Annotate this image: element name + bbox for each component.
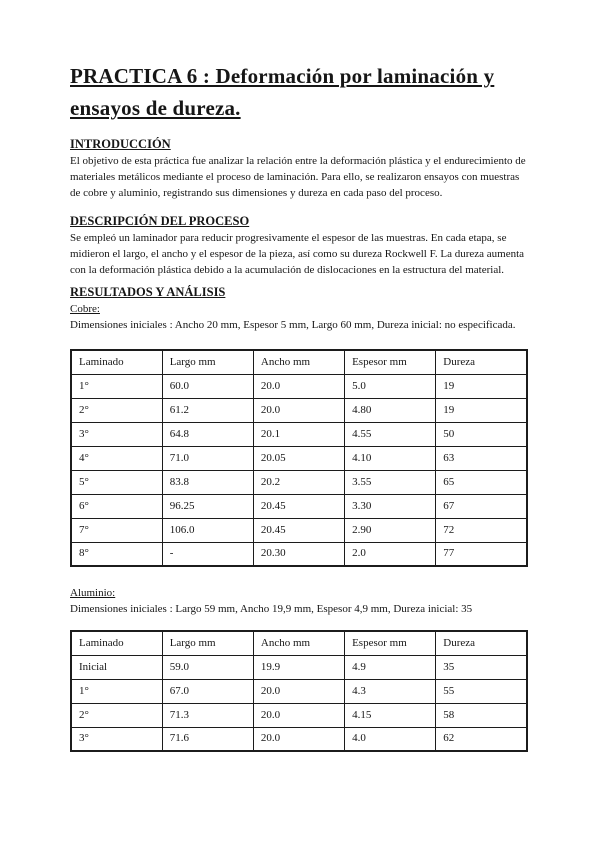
- table-cell: 20.0: [253, 727, 344, 751]
- table-cell: 3.30: [345, 494, 436, 518]
- column-header: Espesor mm: [345, 350, 436, 374]
- table-cell: 50: [436, 422, 527, 446]
- table-cell: 3°: [71, 422, 162, 446]
- column-header: Laminado: [71, 631, 162, 655]
- column-header: Espesor mm: [345, 631, 436, 655]
- column-header: Largo mm: [162, 350, 253, 374]
- table-row: [71, 494, 527, 518]
- table-cell: 61.2: [162, 398, 253, 422]
- table-cell: 65: [436, 470, 527, 494]
- section-resultados: [70, 284, 530, 752]
- table-row: [71, 727, 527, 751]
- page-title: PRACTICA 6 : Deformación por laminación y ensayos de dureza.: [70, 64, 495, 120]
- introduccion-heading: INTRODUCCIÓN: [70, 137, 171, 151]
- table-cell: 4.15: [345, 703, 436, 727]
- table-cell: 2.0: [345, 542, 436, 566]
- table-cell: 58: [436, 703, 527, 727]
- table-cell: 6°: [71, 494, 162, 518]
- table-row: [71, 398, 527, 422]
- column-header: Dureza: [436, 350, 527, 374]
- table-cell: 2.90: [345, 518, 436, 542]
- table-cell: 2°: [71, 398, 162, 422]
- table-cell: 62: [436, 727, 527, 751]
- table-cell: 59.0: [162, 655, 253, 679]
- table-cell: 5°: [71, 470, 162, 494]
- resultados-heading: RESULTADOS Y ANÁLISIS: [70, 285, 226, 299]
- table-cell: 4.0: [345, 727, 436, 751]
- table-cell: 8°: [71, 542, 162, 566]
- column-header: Largo mm: [162, 631, 253, 655]
- table-cell: 63: [436, 446, 527, 470]
- table-cell: 4.10: [345, 446, 436, 470]
- table-cell: 4.9: [345, 655, 436, 679]
- table-cell: 60.0: [162, 374, 253, 398]
- aluminio-dimensions-line: Dimensiones iniciales : Largo 59 mm, Ancho 19,9 mm, Espesor 4,9 mm, Dureza inicial: 35: [70, 603, 473, 615]
- table-cell: 20.1: [253, 422, 344, 446]
- table-row: [71, 703, 527, 727]
- table-cell: 20.05: [253, 446, 344, 470]
- table-cell: 19: [436, 374, 527, 398]
- table-cell: 67: [436, 494, 527, 518]
- table-cell: 4.80: [345, 398, 436, 422]
- table-cell: 20.45: [253, 494, 344, 518]
- table-row: [71, 655, 527, 679]
- descripcion-heading: DESCRIPCIÓN DEL PROCESO: [70, 214, 250, 228]
- table-cell: 55: [436, 679, 527, 703]
- table-cell: 77: [436, 542, 527, 566]
- table-cell: 72: [436, 518, 527, 542]
- table-cell: 7°: [71, 518, 162, 542]
- table-cell: 3°: [71, 727, 162, 751]
- table-cell: 4.3: [345, 679, 436, 703]
- table-cell: 67.0: [162, 679, 253, 703]
- table-cell: 3.55: [345, 470, 436, 494]
- section-introduccion: [70, 136, 530, 201]
- column-header: Ancho mm: [253, 631, 344, 655]
- table-row: [71, 446, 527, 470]
- table-header-row: [71, 631, 527, 655]
- table-cell: 4°: [71, 446, 162, 470]
- table-cell: 5.0: [345, 374, 436, 398]
- cobre-subheading: Cobre:: [70, 303, 100, 315]
- table-cell: 20.2: [253, 470, 344, 494]
- descripcion-paragraph: Se empleó un laminador para reducir progresivamente el espesor de las muestras. En cada etapa, se midieron el largo, el ancho y el espesor de la pieza, así como su dureza Rockwell F. La dureza aumenta con la deformación plástica debido a la acumulación de dislocaciones en la estructura del material.: [70, 232, 525, 276]
- column-header: Ancho mm: [253, 350, 344, 374]
- table-cell: 83.8: [162, 470, 253, 494]
- table-row: [71, 470, 527, 494]
- table-cell: 1°: [71, 679, 162, 703]
- table-cell: 106.0: [162, 518, 253, 542]
- table-row: [71, 679, 527, 703]
- table-row: [71, 374, 527, 398]
- table-cell: 20.30: [253, 542, 344, 566]
- table-cell: 20.0: [253, 703, 344, 727]
- table-cell: 2°: [71, 703, 162, 727]
- column-header: Laminado: [71, 350, 162, 374]
- table-header-row: [71, 350, 527, 374]
- table-cell: 71.3: [162, 703, 253, 727]
- table-cell: 4.55: [345, 422, 436, 446]
- introduccion-paragraph: El objetivo de esta práctica fue analizar la relación entre la deformación plástica y el endurecimiento de materiales metálicos mediante el proceso de laminación. Para ello, se realizaron ensayos con muestras de cobre y aluminio, registrando sus dimensiones y dureza en cada paso del proceso.: [70, 155, 526, 199]
- table-cell: 96.25: [162, 494, 253, 518]
- cobre-results-table: [70, 349, 528, 567]
- table-row: [71, 518, 527, 542]
- cobre-dimensions-line: Dimensiones iniciales : Ancho 20 mm, Espesor 5 mm, Largo 60 mm, Dureza inicial: no especificada.: [70, 319, 516, 331]
- table-cell: 19.9: [253, 655, 344, 679]
- column-header: Dureza: [436, 631, 527, 655]
- table-cell: Inicial: [71, 655, 162, 679]
- aluminio-results-table: [70, 630, 528, 752]
- section-descripcion: [70, 213, 530, 278]
- table-cell: 71.6: [162, 727, 253, 751]
- table-cell: 35: [436, 655, 527, 679]
- table-row: [71, 542, 527, 566]
- table-cell: 64.8: [162, 422, 253, 446]
- aluminio-subheading: Aluminio:: [70, 587, 116, 599]
- table-cell: 20.45: [253, 518, 344, 542]
- table-cell: 1°: [71, 374, 162, 398]
- table-row: [71, 422, 527, 446]
- table-cell: 71.0: [162, 446, 253, 470]
- table-cell: 20.0: [253, 374, 344, 398]
- table-cell: 19: [436, 398, 527, 422]
- table-cell: -: [162, 542, 253, 566]
- table-cell: 20.0: [253, 398, 344, 422]
- table-cell: 20.0: [253, 679, 344, 703]
